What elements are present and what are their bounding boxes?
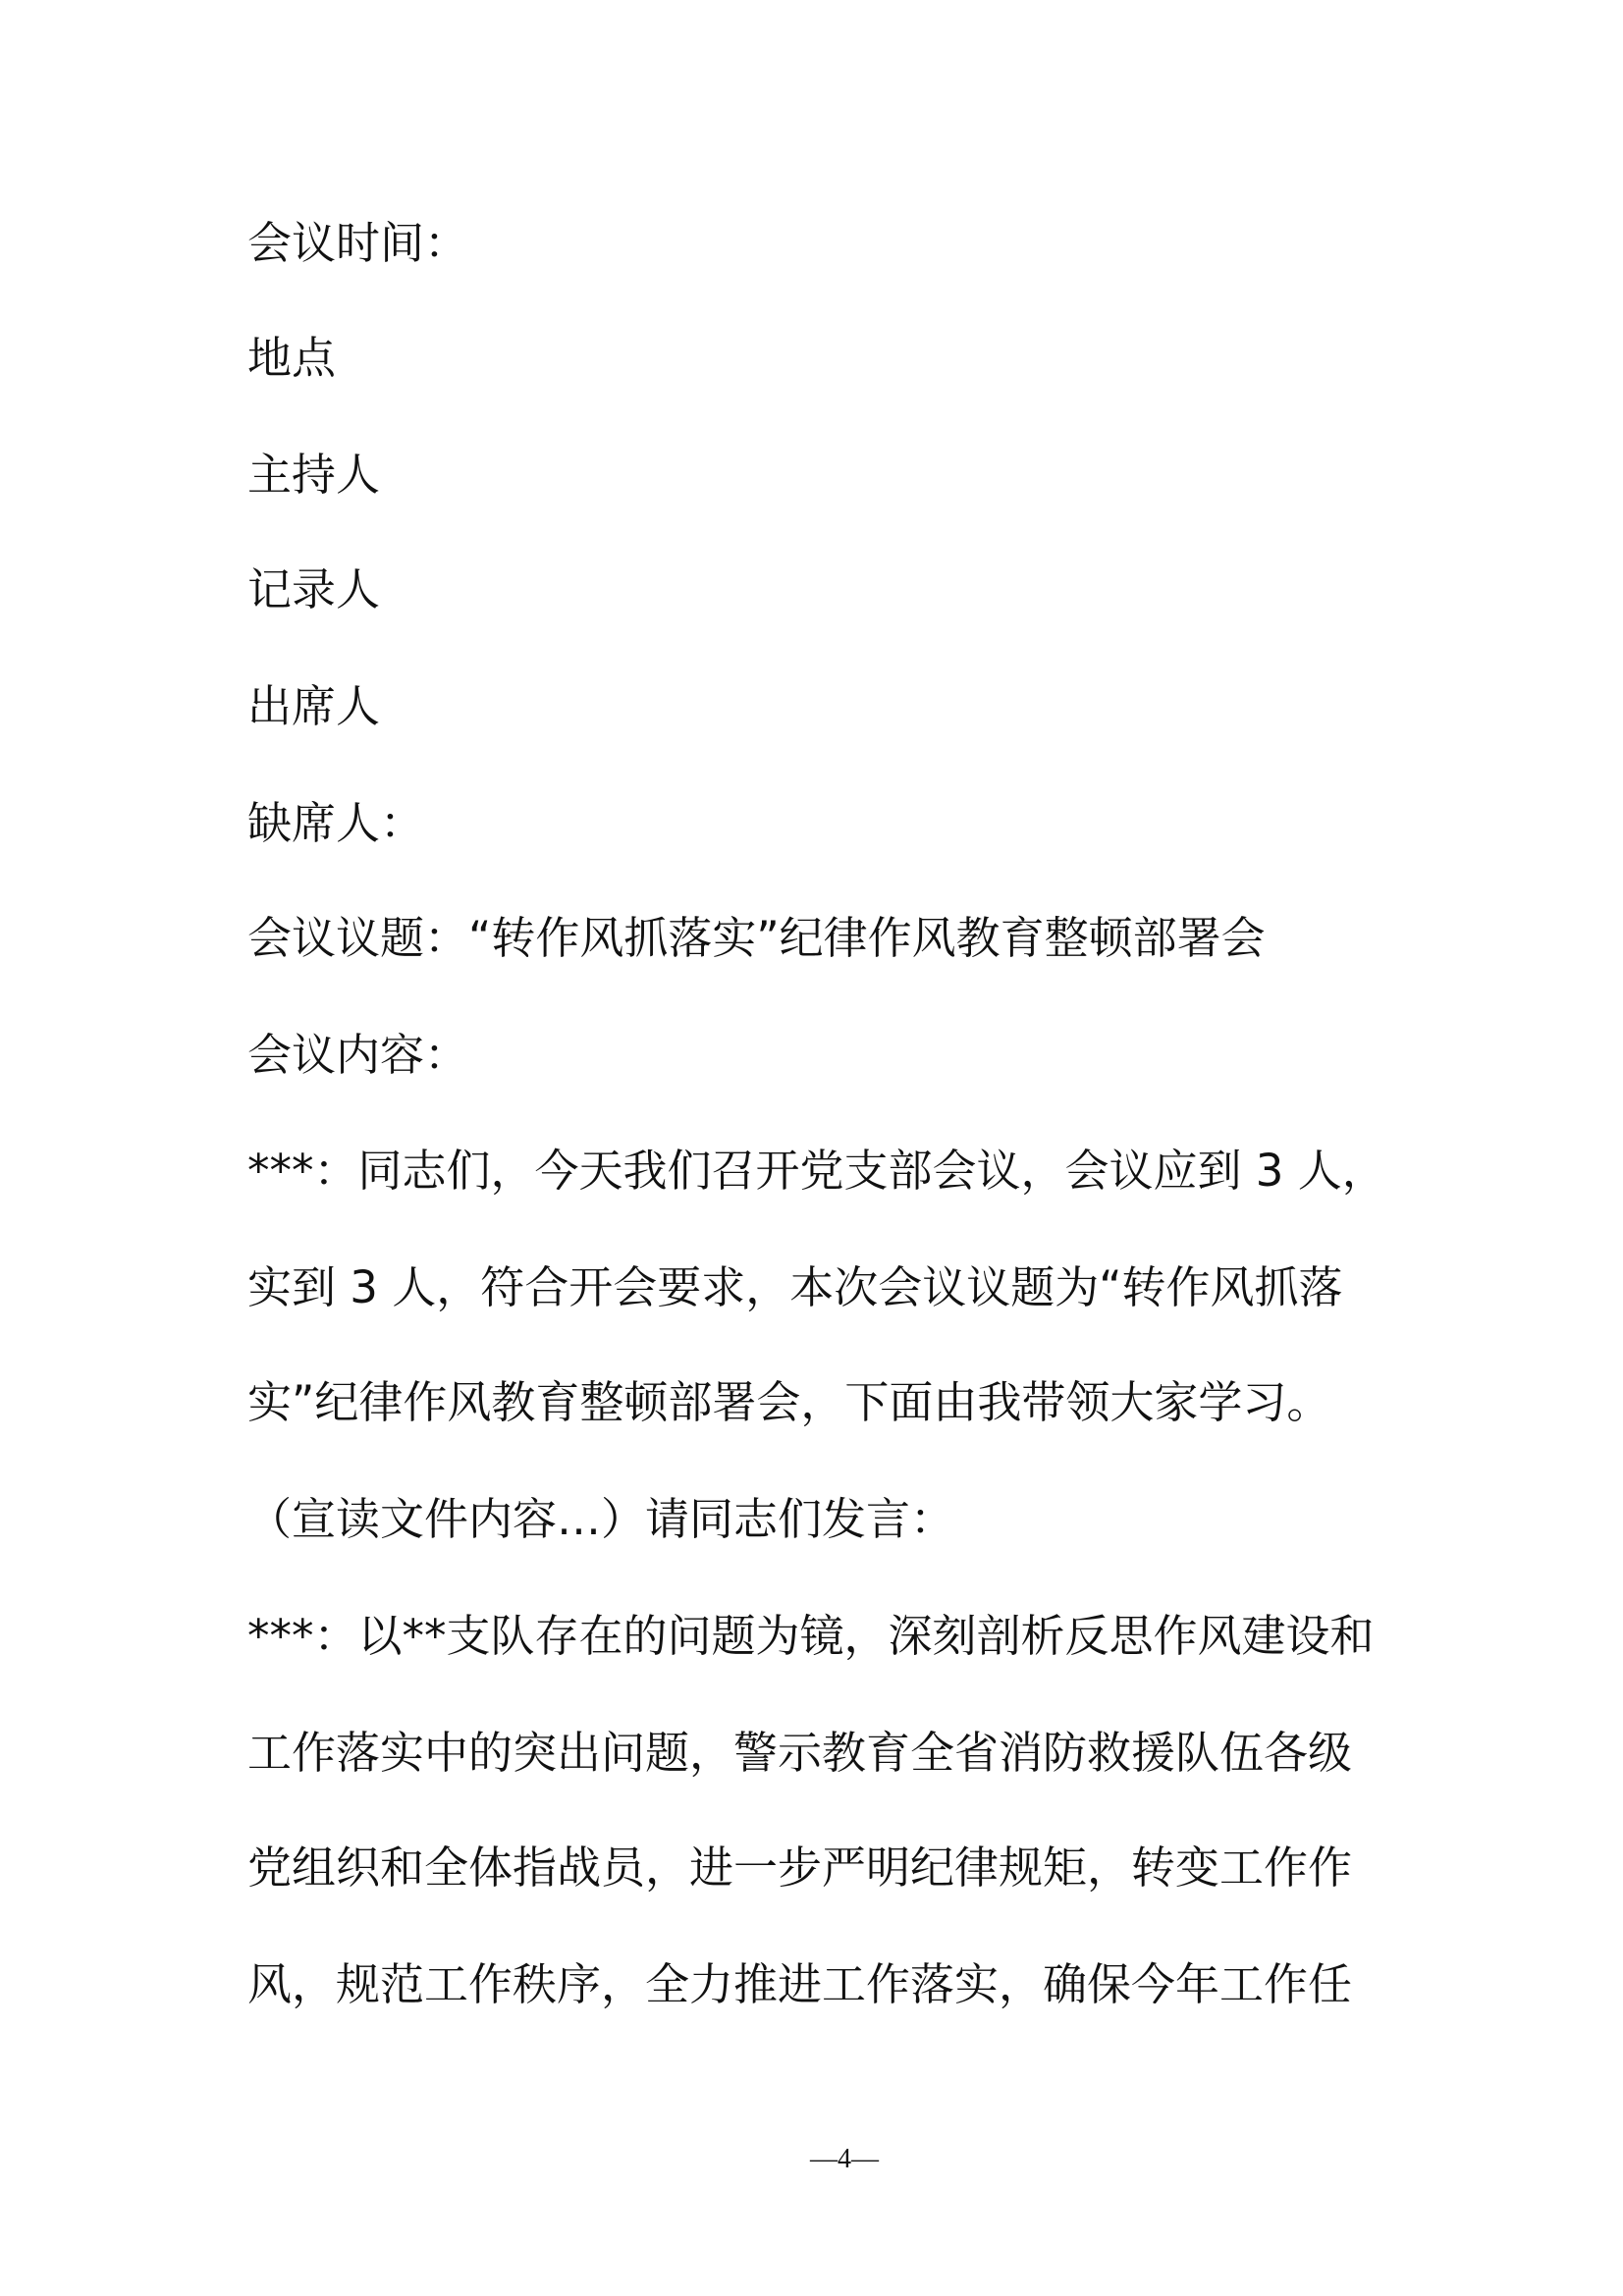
meeting-time-label: 会议时间： <box>247 217 469 269</box>
body-line: 党组织和全体指战员，进一步严明纪律规矩，转变工作作 <box>247 1842 1353 1894</box>
location-label: 地点 <box>247 332 337 384</box>
meeting-content-label: 会议内容： <box>247 1029 469 1081</box>
recorder-label: 记录人 <box>247 563 381 615</box>
body-line: 实到 3 人，符合开会要求，本次会议议题为“转作风抓落 <box>247 1261 1343 1313</box>
meeting-topic: 会议议题：“转作风抓落实”纪律作风教育整顿部署会 <box>247 912 1266 964</box>
body-line: 工作落实中的突出问题，警示教育全省消防救援队伍各级 <box>247 1727 1353 1779</box>
host-label: 主持人 <box>247 449 381 501</box>
body-line: （宣读文件内容…）请同志们发言： <box>247 1493 955 1545</box>
attendees-label: 出席人 <box>247 680 381 732</box>
body-line: ***：同志们，今天我们召开党支部会议，会议应到 3 人， <box>247 1145 1386 1197</box>
absentees-label: 缺席人： <box>247 797 425 849</box>
body-line: 实”纪律作风教育整顿部署会，下面由我带领大家学习。 <box>247 1376 1331 1428</box>
body-line: ***：以**支队存在的问题为镜，深刻剖析反思作风建设和 <box>247 1610 1375 1662</box>
body-line: 风，规范工作秩序，全力推进工作落实，确保今年工作任 <box>247 1958 1353 2010</box>
page-number: —4— <box>810 2144 879 2174</box>
